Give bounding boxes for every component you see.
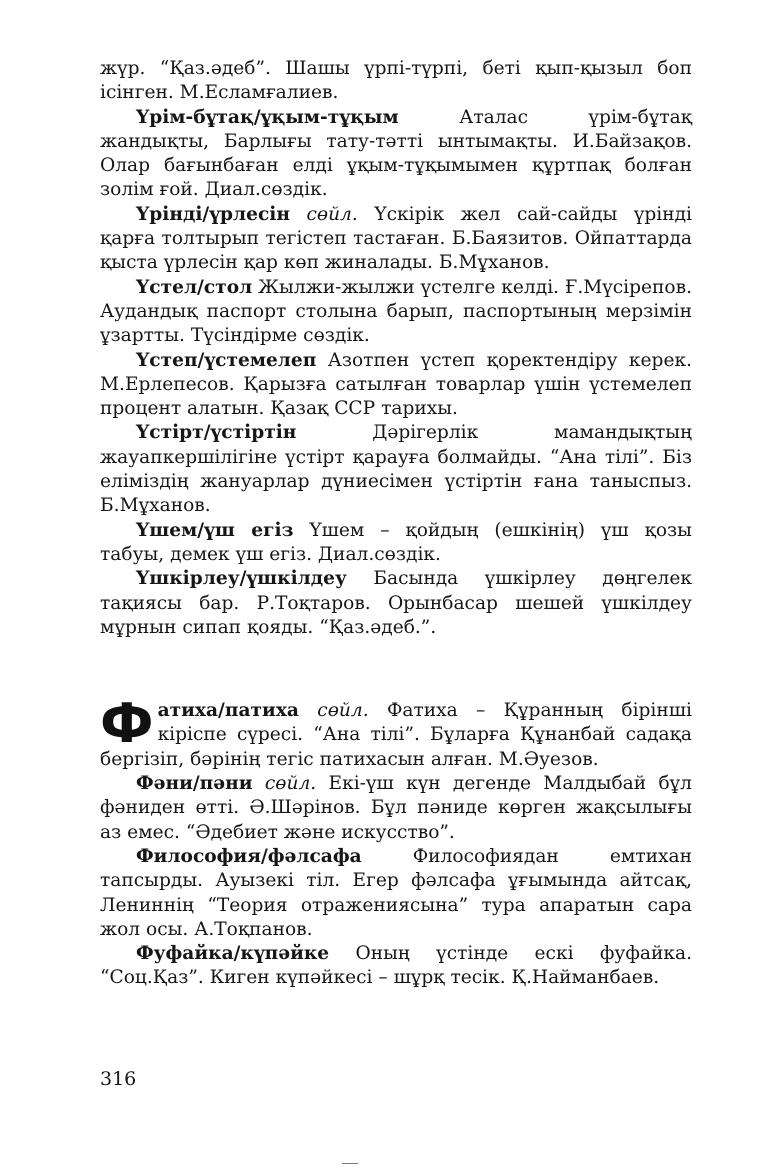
entry-headword: Үстел/стол: [136, 276, 253, 298]
section-u: [100, 106, 692, 641]
entry-ustirt: [100, 421, 692, 518]
entry-label: сөйл.: [306, 203, 358, 225]
page-number: 316: [100, 1068, 137, 1090]
entry-text: Үскірік жел сай-сайды үрінді қарға толтырып тегістеп тастаған. Б.Баязитов. Ойпаттарда қыста үрлесін қар көп жиналады. Б.Мұханов.: [100, 203, 692, 274]
entry-headword: Үрім-бұтақ/ұқым-тұқым: [136, 106, 399, 128]
entry-text: Оның үстінде ескі фуфайка. “Соц.Қаз”. Киген күпәйкесі – шұрқ тесік. Қ.Найманбаев.: [100, 943, 692, 989]
entry-ustep: [100, 349, 692, 422]
entry-headword: Үрінді/үрлесін: [136, 203, 290, 225]
entry-headword: Үшкірлеу/үшкілдеу: [136, 568, 347, 590]
entry-fufaika: [100, 942, 692, 991]
entry-text: Дәрігерлік мамандықтың жауапкершілігіне үстірт қарауға болмайды. “Ана тілі”. Біз еліміздің жануарлар дүниесімен үстіртін ғана таныспыз. Б.Мұханов.: [100, 422, 692, 517]
entry-filosofiya: [100, 845, 692, 942]
entry-label: сөйл.: [317, 700, 369, 722]
entry-text: Философиядан емтихан тапсырды. Ауызекі тіл. Егер фәлсафа ұғымында айтсақ, Лениннің “Теория отражениясына” тура апаратын сара жол осы. А.Тоқпанов.: [100, 845, 692, 940]
entry-headword: Үшем/үш егіз: [136, 519, 294, 541]
entry-fani: [100, 772, 692, 845]
entry-headword: Фәни/пәни: [136, 773, 253, 795]
entry-headword: Үстеп/үстемелеп: [136, 349, 317, 371]
entry-headword: Фуфайка/күпәйке: [136, 943, 330, 965]
section-f: [100, 692, 692, 991]
entry-text: Аталас үрім-бұтақ жандықты, Барлығы тату-тәтті ынтымақты. И.Байзақов. Олар бағынбаған елді ұқым-тұқымымен құртпақ болған золім ғой. Диал.сөздік.: [100, 106, 692, 201]
entry-label: сөйл.: [264, 773, 317, 795]
section-gap: [100, 640, 692, 699]
drop-cap: Ф: [100, 692, 154, 756]
dictionary-page: [100, 57, 692, 991]
entry-text: Екі-үш күн дегенде Малдыбай бұл фәниден өтті. Ә.Шәрінов. Бұл пәниде көрген жақсылығы аз емес. “Әдебиет және искусство”.: [100, 773, 692, 843]
entry-headword: Философия/фәлсафа: [136, 845, 362, 867]
entry-text: Жылжи-жылжи үстелге келді. Ғ.Мүсірепов. Аудандық паспорт столына барып, паспортының мерзімін ұзартты. Түсіндірме сөздік.: [100, 276, 692, 347]
entry-headword: атиха/патиха: [157, 700, 299, 722]
footer-dash: [342, 1163, 358, 1164]
continuation-text: жүр. “Қаз.әдеб”. Шашы үрпі-түрпі, беті қып-қызыл боп ісінген. М.Есламғалиев.: [100, 58, 692, 104]
entry-ustel: [100, 276, 692, 349]
entry-text: Басында үшкірлеу дөңгелек тақиясы бар. Р.Тоқтаров. Орынбасар шешей үшкілдеу мұрнын сипап қояды. “Қаз.әдеб.”.: [100, 568, 692, 638]
entry-fatiha: [100, 692, 692, 772]
entry-text: Азотпен үстеп қоректендіру керек. М.Ерлепесов. Қарызға сатылған товарлар үшін үстемелеп процент алатын. Қазақ ССР тарихы.: [100, 349, 692, 420]
entry-headword: Үстірт/үстіртін: [136, 422, 297, 444]
entry-ushem: [100, 519, 692, 568]
entry-ushkirleu: [100, 567, 692, 640]
entry-text: Фатиха – Құранның бірінші кіріспе сүресі. “Ана тілі”. Бұларға Құнанбай садақа бергізіп, бәрінің тегіс патихасын алған. М.Әуезов.: [100, 700, 692, 770]
entry-urim-butak: [100, 106, 692, 203]
entry-urindi: [100, 203, 692, 276]
entry-text: Үшем – қойдың (ешкінің) үш қозы табуы, демек үш егіз. Диал.сөздік.: [100, 519, 692, 565]
